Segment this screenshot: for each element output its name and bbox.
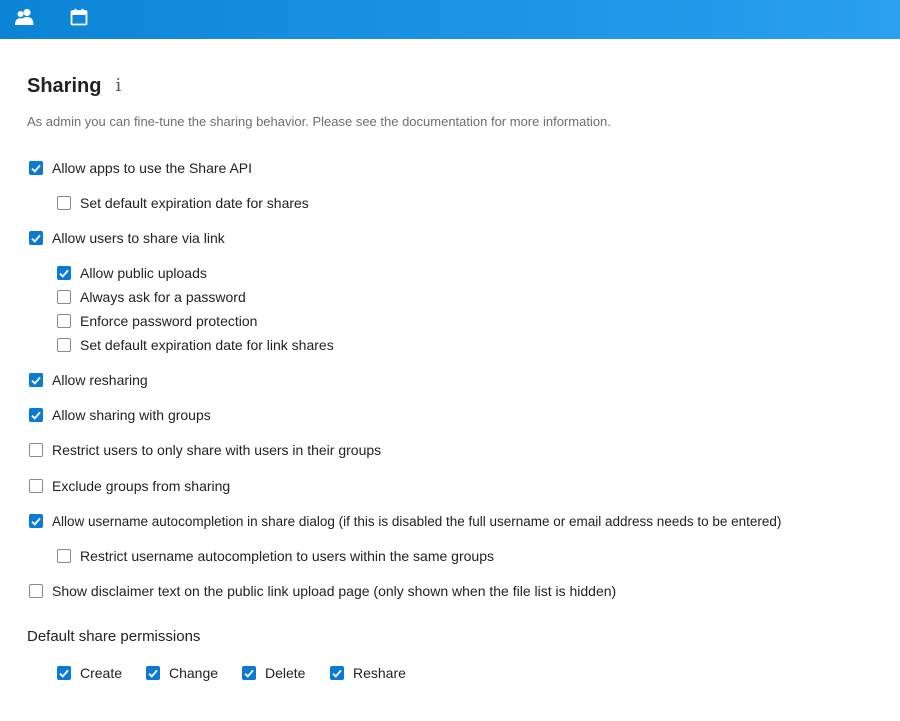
checkbox-box[interactable] — [29, 584, 43, 598]
checkbox-box[interactable] — [57, 196, 71, 210]
allow-sharing-groups-checkbox[interactable] — [29, 405, 211, 425]
allow-share-api-checkbox[interactable] — [29, 158, 252, 178]
checkbox-label: Reshare — [353, 665, 406, 681]
username-autocompletion-checkbox[interactable] — [29, 511, 781, 531]
info-icon[interactable]: i — [115, 75, 122, 96]
default-expiration-link-shares-checkbox[interactable] — [57, 335, 334, 355]
checkbox-label: Exclude groups from sharing — [52, 478, 231, 494]
checkbox-box[interactable] — [57, 338, 71, 352]
checkbox-label: Allow resharing — [52, 372, 148, 388]
permission-delete-checkbox[interactable] — [242, 663, 305, 683]
checkbox-label: Restrict users to only share with users in their groups — [52, 442, 382, 458]
restrict-autocompletion-groups-checkbox[interactable] — [57, 546, 494, 566]
page-title: Sharing — [27, 74, 102, 97]
exclude-groups-checkbox[interactable] — [29, 476, 230, 496]
checkbox-label: Always ask for a password — [80, 289, 246, 305]
always-ask-password-checkbox[interactable] — [57, 287, 246, 307]
checkbox-box[interactable] — [57, 549, 71, 563]
sharing-settings-section — [27, 72, 887, 129]
checkbox-box[interactable] — [57, 266, 71, 280]
allow-share-via-link-checkbox[interactable] — [29, 228, 225, 248]
checkbox-label: Set default expiration date for link shares — [80, 337, 334, 353]
enforce-password-checkbox[interactable] — [57, 311, 257, 331]
allow-resharing-checkbox[interactable] — [29, 370, 148, 390]
checkbox-box[interactable] — [29, 161, 43, 175]
checkbox-label: Create — [80, 665, 123, 681]
permission-create-checkbox[interactable] — [57, 663, 122, 683]
section-description: As admin you can fine-tune the sharing behavior. Please see the documentation for more information. — [27, 114, 611, 129]
checkbox-box[interactable] — [330, 666, 344, 680]
allow-public-uploads-checkbox[interactable] — [57, 263, 207, 283]
checkbox-box[interactable] — [29, 373, 43, 387]
checkbox-box[interactable] — [242, 666, 256, 680]
checkbox-box[interactable] — [57, 314, 71, 328]
checkbox-box[interactable] — [29, 231, 43, 245]
default-permissions-heading: Default share permissions — [27, 628, 201, 645]
default-expiration-shares-checkbox[interactable] — [57, 193, 309, 213]
checkbox-label: Allow apps to use the Share API — [52, 160, 253, 176]
restrict-share-own-groups-checkbox[interactable] — [29, 440, 381, 460]
checkbox-box[interactable] — [29, 443, 43, 457]
checkbox-box[interactable] — [29, 479, 43, 493]
show-disclaimer-checkbox[interactable] — [29, 581, 616, 601]
top-navigation-bar — [0, 0, 900, 39]
section-header — [27, 72, 887, 100]
checkbox-label: Delete — [265, 665, 306, 681]
checkbox-label: Allow sharing with groups — [52, 407, 211, 423]
checkbox-box[interactable] — [146, 666, 160, 680]
checkbox-label: Change — [169, 665, 219, 681]
checkbox-box[interactable] — [29, 408, 43, 422]
checkbox-box[interactable] — [57, 666, 71, 680]
permission-reshare-checkbox[interactable] — [330, 663, 406, 683]
checkbox-label: Allow username autocompletion in share dialog (if this is disabled the full username or email address needs to be entered) — [52, 513, 782, 529]
permission-change-checkbox[interactable] — [146, 663, 218, 683]
checkbox-label: Set default expiration date for shares — [80, 195, 309, 211]
checkbox-box[interactable] — [29, 514, 43, 528]
checkbox-label: Show disclaimer text on the public link upload page (only shown when the file list is hidden) — [52, 583, 617, 599]
users-icon[interactable] — [14, 6, 36, 28]
calendar-icon[interactable] — [68, 6, 90, 28]
checkbox-label: Restrict username autocompletion to users within the same groups — [80, 548, 494, 564]
checkbox-box[interactable] — [57, 290, 71, 304]
checkbox-label: Allow public uploads — [80, 265, 207, 281]
checkbox-label: Allow users to share via link — [52, 230, 225, 246]
checkbox-label: Enforce password protection — [80, 313, 258, 329]
